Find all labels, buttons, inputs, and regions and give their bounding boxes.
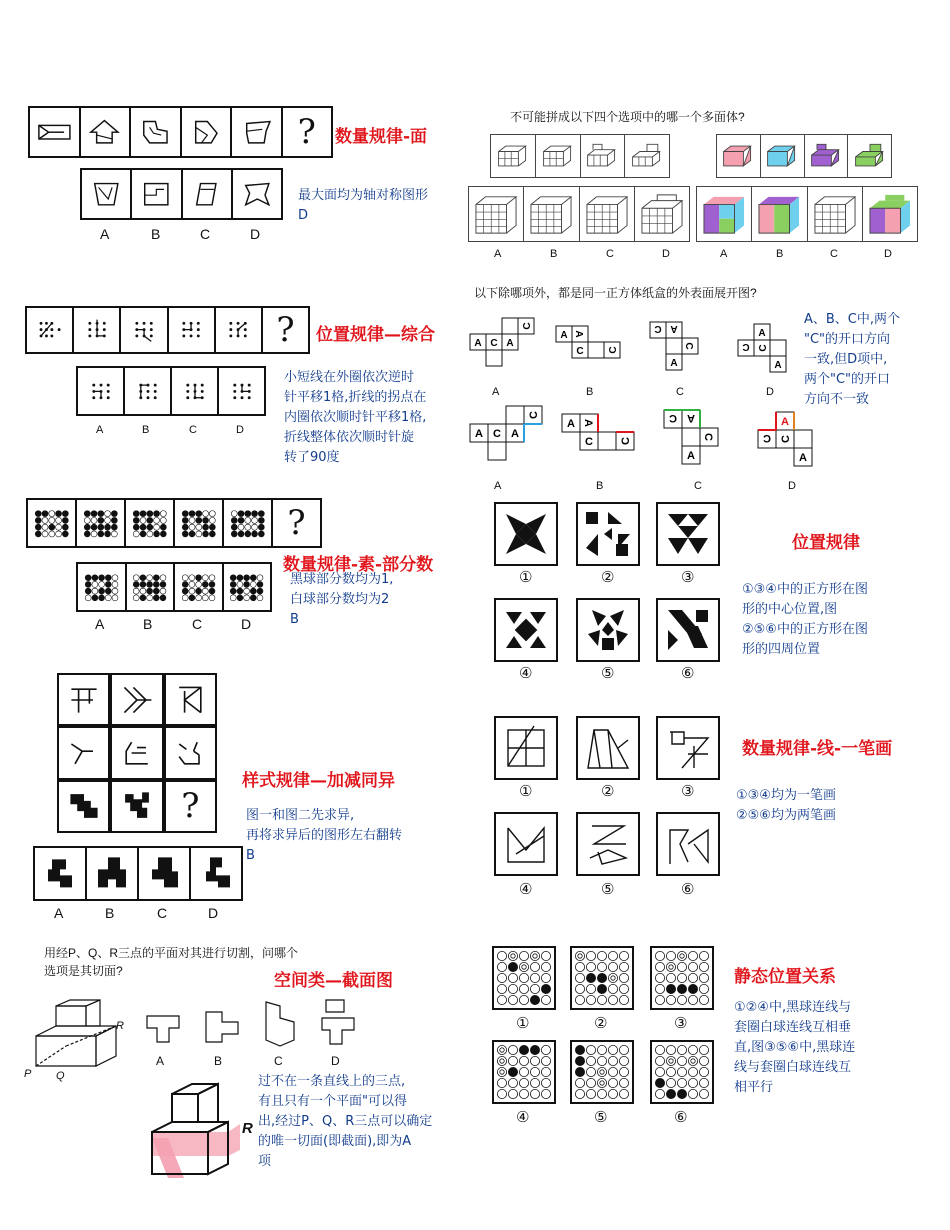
r2-option-label-c: C — [676, 386, 684, 398]
r3-label-1: ① — [519, 568, 533, 586]
r3-figure-3 — [656, 502, 720, 566]
s1-option-label-a: A — [100, 226, 110, 242]
s5-option-label-b: B — [214, 1054, 223, 1068]
s2-option-label-c: C — [189, 424, 197, 436]
r5-figure-3 — [650, 946, 714, 1010]
s3-title: 数量规律-素-部分数 — [283, 555, 434, 575]
r5-figure-2 — [570, 946, 634, 1010]
s5-option-c[interactable] — [260, 1000, 298, 1048]
r2-option-label-d: D — [766, 386, 774, 398]
s1-question-row — [28, 106, 333, 158]
r2-net-d-annotated — [756, 410, 830, 468]
svg-text:A: A — [511, 428, 519, 440]
r2-net-d[interactable] — [736, 322, 800, 374]
r4-label-6: ⑥ — [681, 880, 695, 898]
s5-label-q: Q — [56, 1070, 65, 1082]
s2-option-label-b: B — [142, 424, 150, 436]
r5-figure-5 — [570, 1040, 634, 1104]
svg-text:C: C — [493, 428, 501, 440]
r2-net-b[interactable] — [554, 324, 630, 360]
s4-option-label-b: B — [105, 905, 115, 921]
r3-label-3: ③ — [681, 568, 695, 586]
r1-piece-green — [848, 135, 891, 177]
r3-label-6: ⑥ — [681, 664, 695, 682]
r1-piece-3 — [581, 135, 626, 177]
r2-option2-label-c: C — [694, 480, 702, 492]
s1-figure-5 — [232, 108, 283, 156]
svg-text:C: C — [742, 341, 750, 352]
s5-note: 过不在一条直线上的三点, 有且只有一个平面"可以得 出,经过P、Q、R三点可以确定 的唯一切面(即截面),即为A 项 — [258, 1074, 433, 1169]
r3-label-2: ② — [601, 568, 615, 586]
svg-text:C: C — [490, 338, 498, 349]
svg-text:A: A — [567, 418, 575, 430]
r5-ball-grid-1 — [494, 948, 554, 1008]
s1-figure-1 — [30, 108, 81, 156]
s2-question-row — [25, 306, 310, 354]
s2-option-label-d: D — [236, 424, 244, 436]
s3-option-label-a: A — [95, 616, 105, 632]
s4-cell-8 — [110, 780, 163, 833]
s2-figure-1 — [27, 308, 74, 352]
r5-figure-1 — [492, 946, 556, 1010]
s3-option-b[interactable] — [127, 564, 176, 610]
s3-figure-2 — [77, 500, 126, 546]
s3-ball-grid-5 — [229, 505, 267, 542]
r1-option-b-colored — [752, 187, 807, 241]
s4-question-mark: ? — [164, 780, 217, 833]
r1-option2-label-d: D — [884, 248, 892, 260]
r1-question: 不可能拼成以下四个选项中的哪一个多面体? — [510, 110, 745, 124]
r5-ball-grid-2 — [572, 948, 632, 1008]
s4-grid — [57, 673, 217, 833]
s2-figure-3 — [121, 308, 168, 352]
svg-text:A: A — [670, 358, 678, 369]
s3-ball-grid-d — [228, 569, 265, 606]
s1-option-label-d: D — [250, 226, 261, 242]
s1-figure-4 — [182, 108, 233, 156]
r4-title: 数量规律-线-一笔画 — [742, 739, 893, 759]
r1-option-c-colored — [808, 187, 863, 241]
r4-figure-6 — [656, 812, 720, 876]
s1-options-row — [80, 168, 283, 220]
s5-label-r: R — [116, 1020, 124, 1032]
r4-figure-3 — [656, 716, 720, 780]
s3-ball-grid-a — [83, 569, 120, 606]
r4-figure-1 — [494, 716, 558, 780]
r2-net-c-annotated — [662, 408, 732, 466]
s2-title: 位置规律—综合 — [316, 325, 435, 345]
s2-figure-2 — [74, 308, 121, 352]
s1-option-d[interactable] — [233, 170, 281, 218]
r1-piece-purple — [805, 135, 849, 177]
s3-ball-grid-b — [131, 569, 168, 606]
r3-figure-4 — [494, 598, 558, 662]
s2-figure-4 — [169, 308, 216, 352]
s4-cell-6 — [164, 726, 217, 779]
s4-cell-3 — [164, 673, 217, 726]
s1-note: 最大面均为轴对称图形 D — [298, 188, 429, 223]
r2-option2-label-a: A — [494, 480, 502, 492]
r3-figure-6 — [656, 598, 720, 662]
s2-figure-5 — [216, 308, 263, 352]
svg-text:A: A — [687, 412, 695, 424]
svg-text:C: C — [522, 322, 533, 330]
r2-option2-label-d: D — [788, 480, 796, 492]
r4-figure-2 — [576, 716, 640, 780]
s5-question: 用经P、Q、R三点的平面对其进行切割，问哪个 选项是其切面? — [44, 946, 299, 978]
r3-figure-5 — [576, 598, 640, 662]
s3-note: 黑球部分数均为1, 白球部分数均为2 B — [290, 572, 394, 627]
s3-option-label-c: C — [192, 616, 203, 632]
svg-text:C: C — [669, 412, 677, 424]
r1-option-label-d: D — [662, 248, 670, 260]
svg-text:C: C — [576, 346, 584, 357]
r1-options-grey — [468, 186, 690, 242]
s3-option-d[interactable] — [224, 564, 271, 610]
r5-label-3: ③ — [674, 1014, 688, 1032]
svg-text:A: A — [758, 328, 766, 339]
s2-option-b[interactable] — [125, 368, 172, 414]
r1-option-label-b: B — [550, 248, 558, 260]
svg-text:A: A — [774, 360, 782, 371]
s4-title: 样式规律—加减同异 — [242, 771, 395, 791]
svg-text:A: A — [474, 338, 482, 349]
r1-option-a-colored — [697, 187, 752, 241]
s3-ball-grid-3 — [131, 505, 169, 542]
r3-note: ①③④中的正方形在图 形的中心位置,图 ②⑤⑥中的正方形在图 形的四周位置 — [742, 582, 868, 657]
s3-option-c[interactable] — [175, 564, 224, 610]
r5-ball-grid-6 — [652, 1042, 712, 1102]
r1-piece-2 — [536, 135, 581, 177]
s3-figure-3 — [126, 500, 175, 546]
s2-question-mark: ? — [276, 310, 295, 350]
r5-ball-grid-3 — [652, 948, 712, 1008]
r4-label-1: ① — [519, 782, 533, 800]
r2-net-c[interactable] — [648, 320, 712, 372]
s4-option-d[interactable] — [191, 848, 241, 899]
r5-ball-grid-4 — [494, 1042, 554, 1102]
r4-label-4: ④ — [519, 880, 533, 898]
r5-label-4: ④ — [516, 1108, 530, 1126]
r2-net-b-annotated — [560, 412, 644, 452]
r4-figure-5 — [576, 812, 640, 876]
r1-piece-cyan — [761, 135, 805, 177]
s4-cell-7 — [57, 780, 110, 833]
s3-ball-grid-2 — [82, 505, 120, 542]
r3-label-5: ⑤ — [601, 664, 615, 682]
s2-note: 小短线在外圈依次逆时 针平移1格,折线的拐点在 内圈依次顺时针平移1格, 折线整体依次顺时针旋 转了90度 — [284, 370, 427, 465]
r5-figure-6 — [650, 1040, 714, 1104]
s5-option-label-a: A — [156, 1054, 165, 1068]
s1-figure-2 — [81, 108, 132, 156]
s4-option-label-c: C — [157, 905, 168, 921]
svg-text:A: A — [582, 419, 594, 427]
s4-option-label-a: A — [54, 905, 64, 921]
svg-text:C: C — [654, 323, 662, 334]
svg-text:C: C — [702, 433, 714, 441]
s4-option-b[interactable] — [87, 848, 139, 899]
r3-title: 位置规律 — [792, 533, 860, 553]
s4-cell-5 — [110, 726, 163, 779]
r2-option-label-a: A — [492, 386, 500, 398]
r5-label-6: ⑥ — [674, 1108, 688, 1126]
s3-ball-grid-4 — [180, 505, 218, 542]
s5-option-a[interactable] — [145, 1014, 181, 1044]
s1-figure-3 — [131, 108, 182, 156]
r3-figure-1 — [494, 502, 558, 566]
r4-label-3: ③ — [681, 782, 695, 800]
s3-options-row — [76, 562, 272, 612]
s4-option-a[interactable] — [35, 848, 87, 899]
s4-note: 图一和图二先求异, 再将求异后的图形左右翻转 B — [246, 808, 403, 863]
r5-label-1: ① — [516, 1014, 530, 1032]
r1-piece-4 — [625, 135, 669, 177]
r1-option-label-c: C — [606, 248, 614, 260]
svg-text:C: C — [585, 436, 593, 448]
r3-figure-2 — [576, 502, 640, 566]
svg-text:C: C — [763, 432, 771, 444]
r2-question: 以下除哪项外，都是同一正方体纸盒的外表面展开图? — [474, 286, 757, 300]
s4-cell-4 — [57, 726, 110, 779]
s1-title: 数量规律-面 — [335, 127, 428, 147]
r1-option-d-colored — [863, 187, 917, 241]
svg-text:C: C — [780, 435, 792, 443]
r4-figure-4 — [494, 812, 558, 876]
s4-cell-1 — [57, 673, 110, 726]
s3-option-label-b: B — [143, 616, 153, 632]
svg-text:A: A — [475, 428, 483, 440]
svg-text:C: C — [758, 344, 769, 352]
s5-title: 空间类—截面图 — [274, 971, 393, 991]
s5-solid-figure — [26, 996, 136, 1076]
r5-ball-grid-5 — [572, 1042, 632, 1102]
s5-option-b[interactable] — [204, 1010, 240, 1044]
r1-option-c[interactable] — [580, 187, 635, 241]
s4-cell-2 — [110, 673, 163, 726]
svg-text:A: A — [670, 323, 678, 334]
s1-option-label-b: B — [151, 226, 161, 242]
s3-option-label-d: D — [241, 616, 252, 632]
s5-label-r2: R — [242, 1120, 253, 1137]
s5-section-illustration — [148, 1080, 248, 1178]
r5-title: 静态位置关系 — [734, 967, 836, 987]
r2-net-a-annotated — [468, 404, 554, 462]
s5-option-label-d: D — [331, 1054, 340, 1068]
s2-option-label-a: A — [96, 424, 104, 436]
r1-option2-label-c: C — [830, 248, 838, 260]
s3-figure-1 — [28, 500, 77, 546]
r2-option-label-b: B — [586, 386, 594, 398]
r2-net-a[interactable] — [468, 316, 538, 368]
r4-note: ①③④均为一笔画 ②⑤⑥均为两笔画 — [736, 788, 836, 823]
s4-option-label-d: D — [208, 905, 219, 921]
s3-figure-4 — [175, 500, 224, 546]
s3-ball-grid-c — [180, 569, 217, 606]
r1-piece-pink — [717, 135, 761, 177]
r1-option2-label-a: A — [720, 248, 728, 260]
svg-text:A: A — [560, 330, 568, 341]
s2-options-row — [76, 366, 266, 416]
r1-option2-label-b: B — [776, 248, 784, 260]
r2-option2-label-b: B — [596, 480, 604, 492]
s2-option-c[interactable] — [172, 368, 219, 414]
svg-text:A: A — [799, 452, 807, 464]
s5-option-label-c: C — [274, 1054, 283, 1068]
svg-text:C: C — [683, 342, 694, 350]
s1-option-b[interactable] — [132, 170, 182, 218]
r4-label-2: ② — [601, 782, 615, 800]
s2-option-d[interactable] — [219, 368, 264, 414]
svg-text:A: A — [506, 338, 514, 349]
r1-option-a[interactable] — [469, 187, 524, 241]
r5-figure-4 — [492, 1040, 556, 1104]
svg-text:C: C — [528, 411, 540, 419]
s1-option-c[interactable] — [183, 170, 233, 218]
s1-option-label-c: C — [200, 226, 211, 242]
r1-option-label-a: A — [494, 248, 502, 260]
s1-option-a[interactable] — [82, 170, 132, 218]
s5-label-p: P — [24, 1068, 32, 1080]
s3-option-a[interactable] — [78, 564, 127, 610]
r1-pieces-grey — [490, 134, 670, 178]
r1-options-color — [696, 186, 918, 242]
s3-ball-grid-1 — [33, 505, 71, 542]
s4-options-row — [33, 846, 243, 901]
svg-text:C: C — [608, 346, 619, 354]
r1-piece-1 — [491, 135, 536, 177]
svg-text:C: C — [620, 437, 632, 445]
r5-note: ①②④中,黑球连线与 套圈白球连线互相垂 直,图③⑤⑥中,黑球连 线与套圈白球连线互 相平行 — [734, 1000, 856, 1095]
s5-option-d[interactable] — [320, 998, 358, 1048]
r1-pieces-color — [716, 134, 892, 178]
r1-option-b[interactable] — [524, 187, 579, 241]
svg-text:A: A — [687, 450, 695, 462]
r2-note: A、B、C中,两个 "C"的开口方向 一致,但D项中, 两个"C"的开口 方向不一致 — [804, 312, 901, 407]
s3-question-mark: ? — [287, 503, 306, 543]
r5-label-2: ② — [594, 1014, 608, 1032]
s1-question-mark: ? — [297, 112, 316, 152]
r3-label-4: ④ — [519, 664, 533, 682]
s2-option-a[interactable] — [78, 368, 125, 414]
s4-option-c[interactable] — [139, 848, 191, 899]
svg-text:A: A — [781, 416, 789, 428]
r4-label-5: ⑤ — [601, 880, 615, 898]
r5-label-5: ⑤ — [594, 1108, 608, 1126]
svg-text:A: A — [573, 330, 584, 338]
r1-option-d[interactable] — [635, 187, 689, 241]
s3-question-row — [26, 498, 322, 548]
s3-figure-5 — [224, 500, 273, 546]
